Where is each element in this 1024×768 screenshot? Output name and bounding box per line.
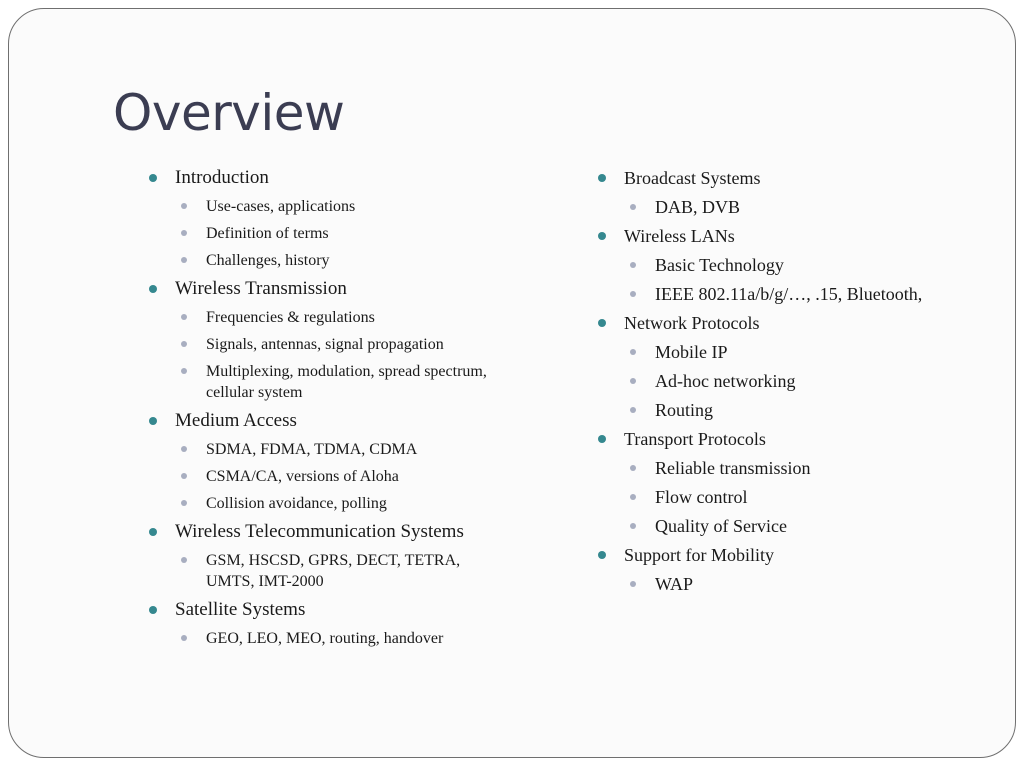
bullet-icon bbox=[598, 319, 606, 327]
subtopic-item bbox=[624, 515, 978, 537]
bullet-icon bbox=[598, 174, 606, 182]
topic-item bbox=[149, 521, 509, 592]
subtopic-item bbox=[624, 457, 978, 479]
bullet-icon bbox=[149, 417, 157, 425]
subtopic-list bbox=[175, 439, 509, 514]
subtopic-label: Routing bbox=[655, 400, 714, 420]
topic-item bbox=[598, 167, 978, 218]
sub-bullet-icon bbox=[630, 523, 636, 529]
subtopic-item bbox=[175, 493, 509, 514]
subtopic-list bbox=[624, 254, 978, 305]
topic-label: Broadcast Systems bbox=[624, 168, 761, 188]
topic-label: Wireless Telecommunication Systems bbox=[175, 521, 464, 542]
topic-label: Introduction bbox=[175, 167, 269, 188]
subtopic-label: Challenges, history bbox=[206, 252, 330, 269]
sub-bullet-icon bbox=[181, 341, 187, 347]
subtopic-label: Quality of Service bbox=[655, 516, 787, 536]
subtopic-item bbox=[175, 550, 509, 592]
subtopic-label: Definition of terms bbox=[206, 225, 329, 242]
subtopic-item bbox=[624, 283, 978, 305]
subtopic-item bbox=[175, 439, 509, 460]
sub-bullet-icon bbox=[630, 349, 636, 355]
sub-bullet-icon bbox=[630, 291, 636, 297]
topic-label: Network Protocols bbox=[624, 313, 760, 333]
topic-item bbox=[598, 428, 978, 537]
subtopic-item bbox=[624, 486, 978, 508]
topic-item bbox=[598, 312, 978, 421]
left-topic-list bbox=[149, 167, 509, 649]
sub-bullet-icon bbox=[630, 494, 636, 500]
bullet-icon bbox=[598, 232, 606, 240]
subtopic-list bbox=[175, 196, 509, 271]
subtopic-item bbox=[175, 361, 509, 403]
left-column bbox=[149, 167, 509, 656]
subtopic-item bbox=[624, 341, 978, 363]
sub-bullet-icon bbox=[181, 203, 187, 209]
sub-bullet-icon bbox=[181, 446, 187, 452]
subtopic-label: CSMA/CA, versions of Aloha bbox=[206, 468, 399, 485]
sub-bullet-icon bbox=[181, 635, 187, 641]
topic-item bbox=[149, 278, 509, 403]
subtopic-list bbox=[175, 628, 509, 649]
subtopic-label: Ad-hoc networking bbox=[655, 371, 796, 391]
subtopic-item bbox=[175, 223, 509, 244]
subtopic-label: SDMA, FDMA, TDMA, CDMA bbox=[206, 441, 418, 458]
subtopic-list bbox=[175, 307, 509, 403]
bullet-icon bbox=[149, 285, 157, 293]
bullet-icon bbox=[598, 551, 606, 559]
subtopic-label: Signals, antennas, signal propagation bbox=[206, 336, 444, 353]
subtopic-label: Use-cases, applications bbox=[206, 198, 356, 215]
subtopic-item bbox=[175, 628, 509, 649]
sub-bullet-icon bbox=[181, 500, 187, 506]
sub-bullet-icon bbox=[181, 368, 187, 374]
sub-bullet-icon bbox=[630, 204, 636, 210]
sub-bullet-icon bbox=[181, 257, 187, 263]
sub-bullet-icon bbox=[630, 465, 636, 471]
subtopic-item bbox=[175, 466, 509, 487]
sub-bullet-icon bbox=[181, 230, 187, 236]
subtopic-label: Reliable transmission bbox=[655, 458, 811, 478]
topic-label: Medium Access bbox=[175, 410, 297, 431]
right-topic-list bbox=[598, 167, 978, 595]
sub-bullet-icon bbox=[630, 378, 636, 384]
subtopic-item bbox=[175, 250, 509, 271]
sub-bullet-icon bbox=[181, 314, 187, 320]
sub-bullet-icon bbox=[630, 407, 636, 413]
subtopic-item bbox=[175, 196, 509, 217]
bullet-icon bbox=[149, 174, 157, 182]
subtopic-list bbox=[175, 550, 509, 592]
subtopic-list bbox=[624, 196, 978, 218]
topic-item bbox=[598, 544, 978, 595]
subtopic-item bbox=[624, 370, 978, 392]
subtopic-item bbox=[624, 399, 978, 421]
bullet-icon bbox=[598, 435, 606, 443]
subtopic-list bbox=[624, 457, 978, 537]
sub-bullet-icon bbox=[630, 581, 636, 587]
subtopic-label: Mobile IP bbox=[655, 342, 728, 362]
topic-item bbox=[149, 410, 509, 514]
subtopic-label: Frequencies & regulations bbox=[206, 309, 375, 326]
subtopic-label: GEO, LEO, MEO, routing, handover bbox=[206, 630, 444, 647]
bullet-icon bbox=[149, 606, 157, 614]
sub-bullet-icon bbox=[630, 262, 636, 268]
subtopic-label: GSM, HSCSD, GPRS, DECT, TETRA, UMTS, IMT-2000 bbox=[206, 552, 461, 590]
subtopic-list bbox=[624, 341, 978, 421]
topic-label: Support for Mobility bbox=[624, 545, 775, 565]
topic-label: Wireless Transmission bbox=[175, 278, 347, 299]
sub-bullet-icon bbox=[181, 557, 187, 563]
subtopic-item bbox=[175, 307, 509, 328]
topic-label: Transport Protocols bbox=[624, 429, 766, 449]
subtopic-list bbox=[624, 573, 978, 595]
bullet-icon bbox=[149, 528, 157, 536]
subtopic-item bbox=[624, 573, 978, 595]
topic-item bbox=[149, 167, 509, 271]
right-column bbox=[598, 167, 978, 602]
subtopic-label: DAB, DVB bbox=[655, 197, 741, 217]
subtopic-label: IEEE 802.11a/b/g/…, .15, Bluetooth, bbox=[655, 284, 923, 304]
subtopic-label: Basic Technology bbox=[655, 255, 784, 275]
topic-item bbox=[598, 225, 978, 305]
sub-bullet-icon bbox=[181, 473, 187, 479]
slide-title: Overview bbox=[113, 84, 345, 142]
topic-label: Satellite Systems bbox=[175, 599, 306, 620]
subtopic-label: WAP bbox=[655, 574, 694, 594]
subtopic-item bbox=[624, 196, 978, 218]
subtopic-label: Multiplexing, modulation, spread spectrum, cellular system bbox=[206, 363, 487, 401]
topic-item bbox=[149, 599, 509, 649]
subtopic-label: Collision avoidance, polling bbox=[206, 495, 387, 512]
topic-label: Wireless LANs bbox=[624, 226, 735, 246]
subtopic-item bbox=[624, 254, 978, 276]
subtopic-label: Flow control bbox=[655, 487, 748, 507]
subtopic-item bbox=[175, 334, 509, 355]
